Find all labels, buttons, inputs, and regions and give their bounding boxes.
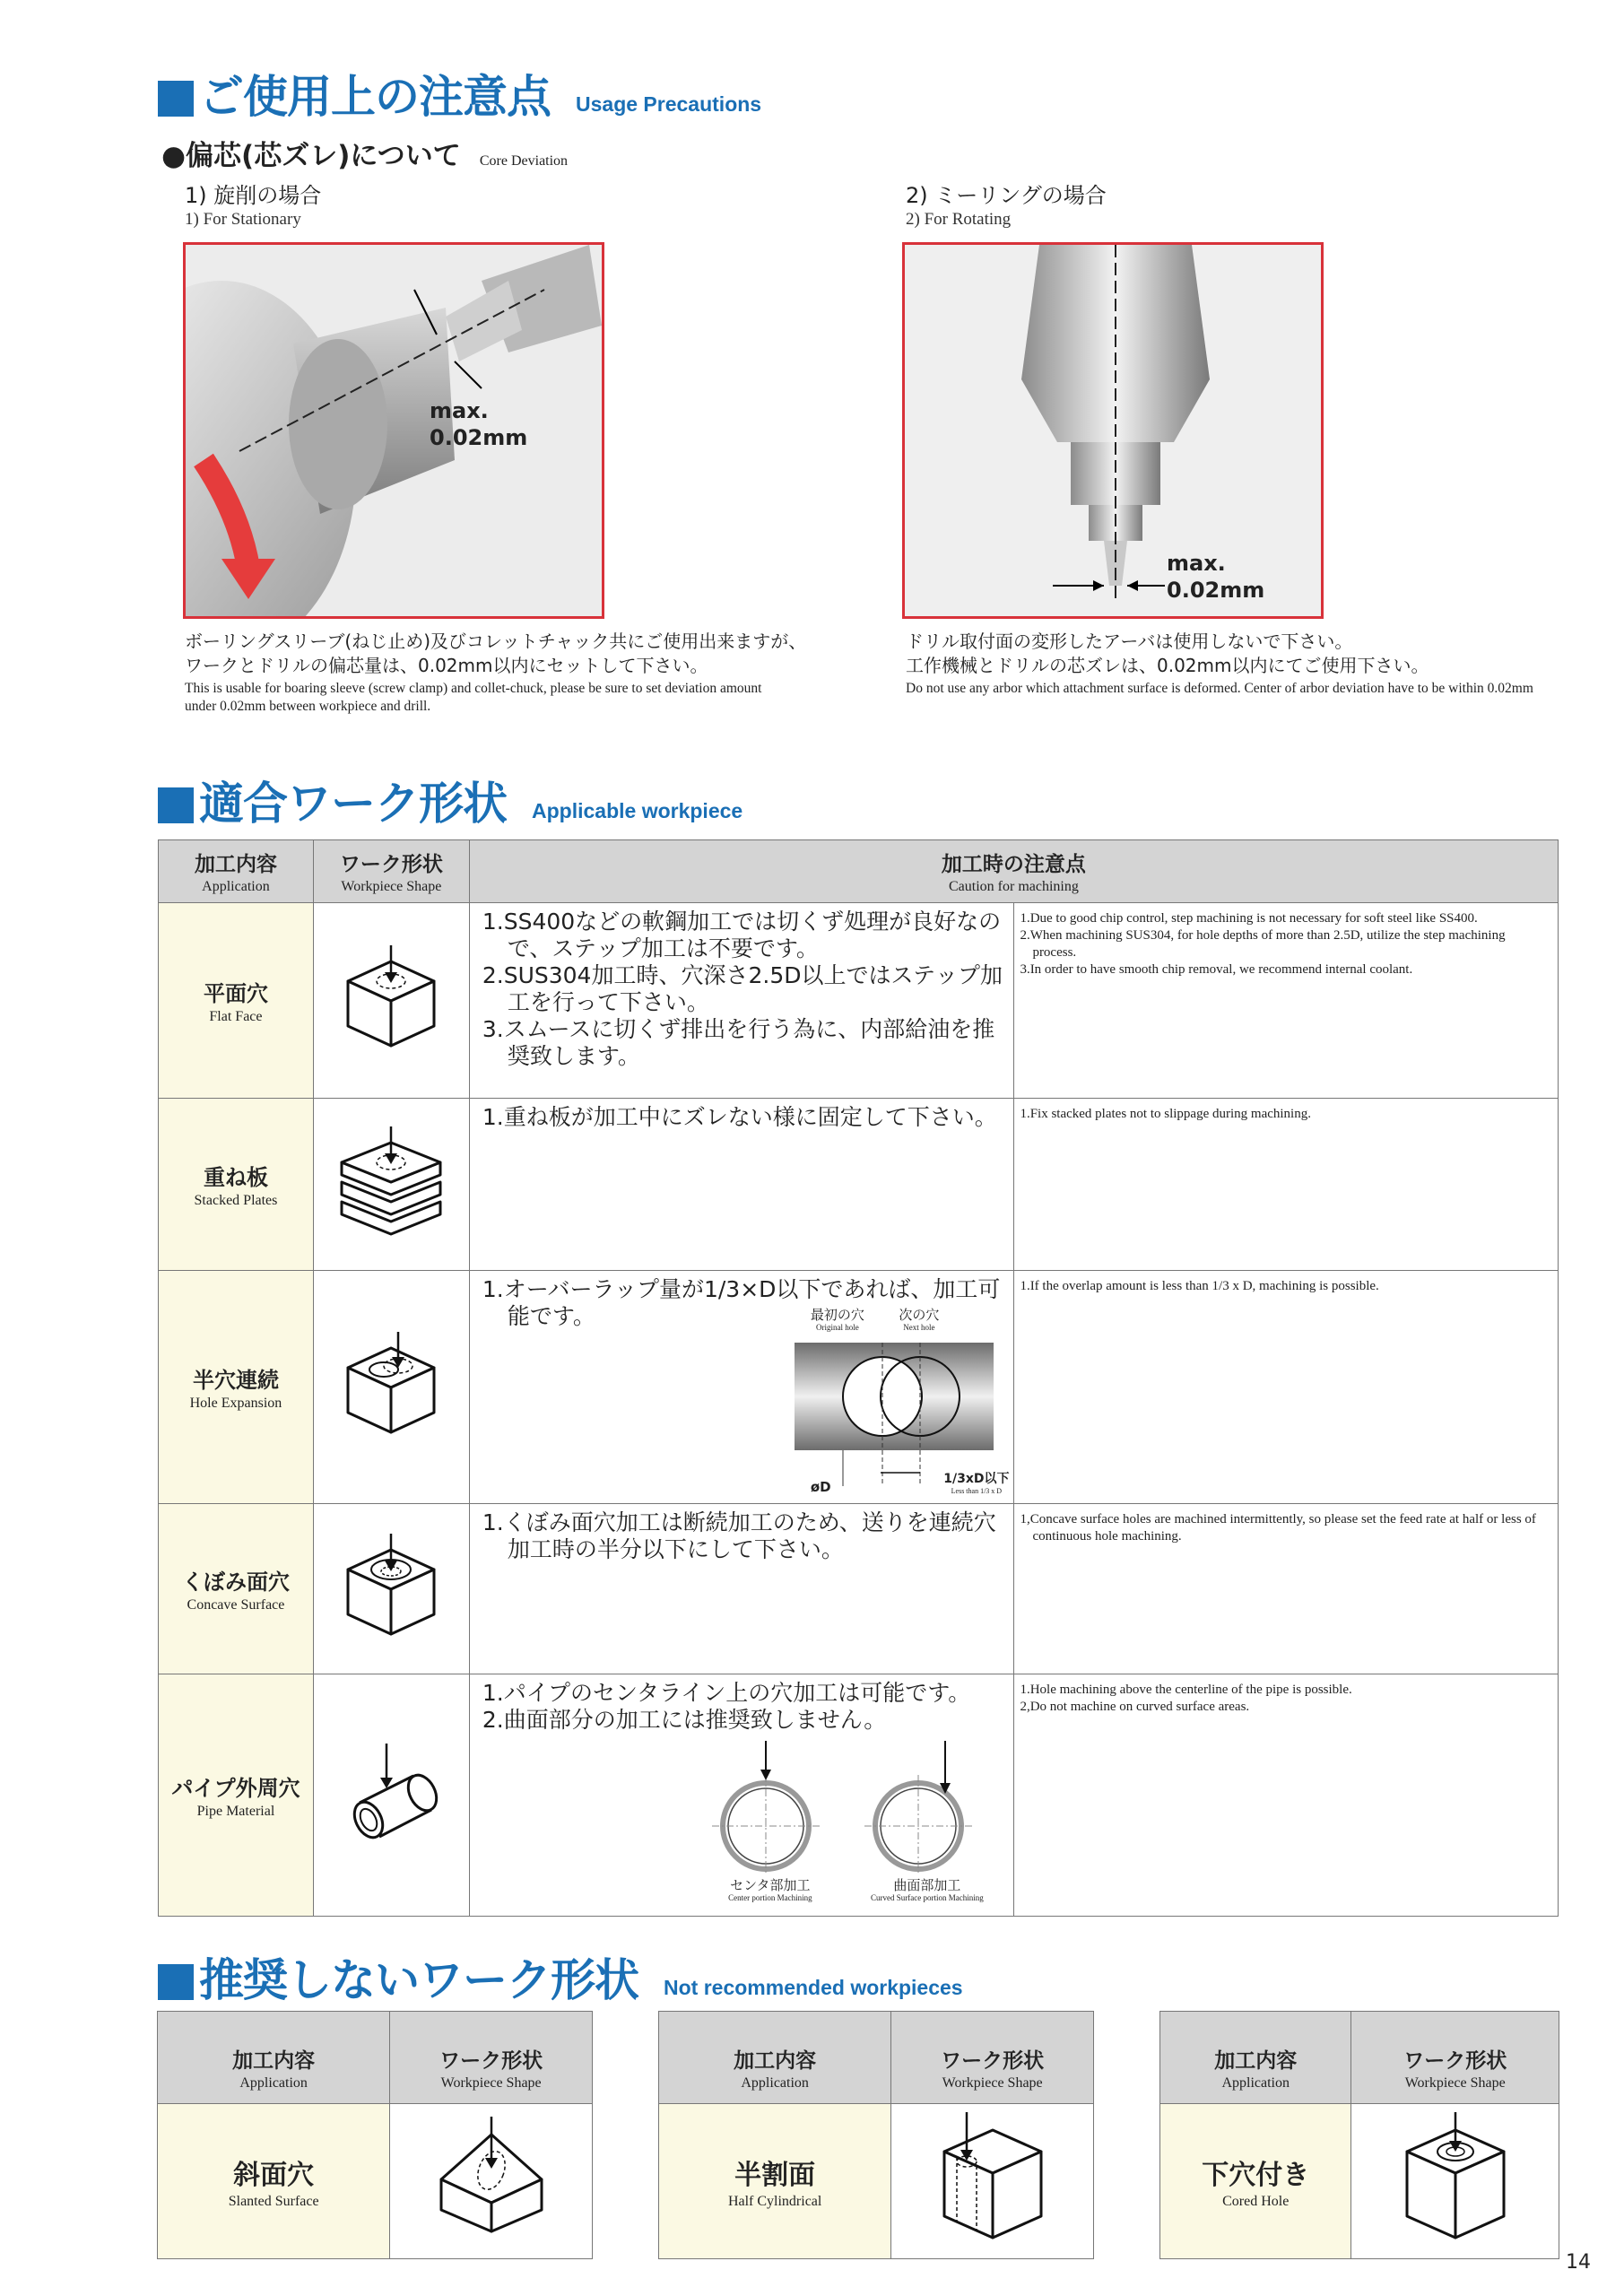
lathe-illustration xyxy=(186,245,602,616)
page-number: 14 xyxy=(1566,2251,1591,2274)
shape-cell xyxy=(313,1504,469,1674)
not-recommended-table-slanted xyxy=(157,2011,593,2259)
hole-expansion-cube-icon xyxy=(337,1332,445,1439)
table-row xyxy=(159,1504,1559,1674)
table-row xyxy=(159,1674,1559,1917)
applicable-workpiece-table xyxy=(158,839,1559,1917)
flat-face-cube-icon xyxy=(337,945,445,1053)
app-cell: 半穴連続 Hole Expansion xyxy=(159,1271,314,1504)
app-cell: 平面穴 Flat Face xyxy=(159,903,314,1099)
usage-section-title: ご使用上の注意点 Usage Precautions xyxy=(158,72,761,122)
header-application: 加工内容 Application xyxy=(159,840,314,903)
header-caution: 加工時の注意点 Caution for machining xyxy=(469,840,1558,903)
shape-cell xyxy=(313,903,469,1099)
stationary-tolerance: max. 0.02mm xyxy=(430,398,528,450)
pipe-machining-diagram xyxy=(703,1741,990,1875)
app-cell: 重ね板 Stacked Plates xyxy=(159,1099,314,1271)
stacked-plates-icon xyxy=(333,1125,449,1241)
stationary-label-en: 1) For Stationary xyxy=(185,210,301,229)
caution-en-cell: 1.Due to good chip control, step machining is not necessary for soft steel like SS400. 2.When machining SUS304, for hole depths of more than 2.5D, utilize the step machining process. 3.In order to have smooth chip removal, we recommend internal coolant. xyxy=(1014,903,1559,1099)
caution-jp-cell: 1.SS400などの軟鋼加工では切くず処理が良好なので、ステップ加工は不要です。 2.SUS304加工時、穴深さ2.5D以上ではステップ加工を行って下さい。 3.スムースに切くず排出を行う為に、内部給油を推奨致します。 xyxy=(469,903,1014,1099)
header-shape: ワーク形状 Workpiece Shape xyxy=(390,2012,593,2104)
table-row xyxy=(159,903,1559,1099)
caution-jp-cell: 1.パイプのセンタライン上の穴加工は可能です。 2.曲面部分の加工には推奨致しません。 センタ部加工 Center portion Machining 曲面部加工 Curved Surface portion Machining xyxy=(469,1674,1014,1917)
caution-en-cell: 1.Hole machining above the centerline of the pipe is possible. 2,Do not machine on curved surface areas. xyxy=(1014,1674,1559,1917)
next-hole-label: 次の穴 Next hole xyxy=(899,1307,940,1332)
not-recommended-table-cored-hole xyxy=(1159,2011,1559,2259)
app-cell: 半割面 Half Cylindrical xyxy=(659,2104,891,2259)
shape-cell xyxy=(313,1674,469,1917)
shape-cell xyxy=(390,2104,593,2259)
caution-jp-cell: 1.重ね板が加工中にズレない様に固定して下さい。 xyxy=(469,1099,1014,1271)
title-square-icon xyxy=(158,81,194,117)
header-shape: ワーク形状 Workpiece Shape xyxy=(891,2012,1094,2104)
header-shape: ワーク形状 Workpiece Shape xyxy=(1351,2012,1559,2104)
rotating-tolerance: max. 0.02mm xyxy=(1167,551,1265,603)
stationary-note-jp: ボーリングスリーブ(ねじ止め)及びコレットチャック共にご使用出来ますが、 ワークとドリルの偏芯量は、0.02mm以内にセットして下さい。 xyxy=(185,631,807,676)
stationary-note-en: This is usable for boaring sleeve (screw clamp) and collet-chuck, please be sure to set deviation amount under 0.02mm between workpiece and drill. xyxy=(185,681,762,714)
not-recommended-table-half-cylindrical xyxy=(658,2011,1094,2259)
applicable-section-title: 適合ワーク形状 Applicable workpiece xyxy=(158,778,743,829)
slanted-surface-icon xyxy=(429,2117,554,2242)
rotating-label-en: 2) For Rotating xyxy=(906,210,1012,229)
cored-hole-icon xyxy=(1397,2112,1514,2247)
caution-jp-cell: 1.くぼみ面穴加工は断続加工のため、送りを連続穴加工時の半分以下にして下さい。 xyxy=(469,1504,1014,1674)
first-hole-label: 最初の穴 Original hole xyxy=(810,1307,864,1332)
caution-en-cell: 1,Concave surface holes are machined intermittently, so please set the feed rate at half or less of continuous hole machining. xyxy=(1014,1504,1559,1674)
shape-cell xyxy=(891,2104,1094,2259)
half-cylindrical-icon xyxy=(930,2112,1055,2247)
diameter-label: øD xyxy=(810,1479,831,1495)
pipe-icon xyxy=(333,1740,449,1848)
header-application: 加工内容 Application xyxy=(158,2012,390,2104)
stationary-label-jp: 1) 旋削の場合 xyxy=(185,183,322,208)
rotating-note-en: Do not use any arbor which attachment surface is deformed. Center of arbor deviation have to be within 0.02mm xyxy=(906,681,1533,696)
overlap-label: 1/3xD以下 Less than 1/3 x D xyxy=(943,1472,1010,1495)
shape-cell xyxy=(1351,2104,1559,2259)
title-square-icon xyxy=(158,787,194,823)
concave-surface-cube-icon xyxy=(337,1534,445,1641)
header-application: 加工内容 Application xyxy=(659,2012,891,2104)
header-shape: ワーク形状 Workpiece Shape xyxy=(313,840,469,903)
title-square-icon xyxy=(158,1964,194,2000)
rotating-label-jp: 2) ミーリングの場合 xyxy=(906,183,1107,208)
caution-jp-cell: 1.オーバーラップ量が1/3×D以下であれば、加工可能です。 最初の穴 Original hole 次の穴 Next hole øD 1/3xD以下 Less than 1/3 x D xyxy=(469,1271,1014,1504)
stationary-photo xyxy=(183,242,604,619)
core-deviation-heading: ●偏芯(芯ズレ)について Core Deviation xyxy=(161,140,569,172)
rotating-note-jp: ドリル取付面の変形したアーバは使用しないで下さい。 工作機械とドリルの芯ズレは、0.02mm以内にてご使用下さい。 xyxy=(906,631,1429,676)
table-row xyxy=(159,1099,1559,1271)
app-cell: 斜面穴 Slanted Surface xyxy=(158,2104,390,2259)
caution-en-cell: 1.If the overlap amount is less than 1/3 x D, machining is possible. xyxy=(1014,1271,1559,1504)
app-cell: 下穴付き Cored Hole xyxy=(1160,2104,1351,2259)
not-recommended-section-title: 推奨しないワーク形状 Not recommended workpieces xyxy=(158,1955,963,2005)
rotating-photo xyxy=(902,242,1324,619)
table-row xyxy=(159,1271,1559,1504)
shape-cell xyxy=(313,1271,469,1504)
caution-en-cell: 1.Fix stacked plates not to slippage during machining. xyxy=(1014,1099,1559,1271)
curved-machining-label: 曲面部加工 Curved Surface portion Machining xyxy=(871,1877,984,1902)
shape-cell xyxy=(313,1099,469,1271)
table-header-row xyxy=(159,840,1559,903)
app-cell: くぼみ面穴 Concave Surface xyxy=(159,1504,314,1674)
center-machining-label: センタ部加工 Center portion Machining xyxy=(728,1877,812,1902)
app-cell: パイプ外周穴 Pipe Material xyxy=(159,1674,314,1917)
header-application: 加工内容 Application xyxy=(1160,2012,1351,2104)
